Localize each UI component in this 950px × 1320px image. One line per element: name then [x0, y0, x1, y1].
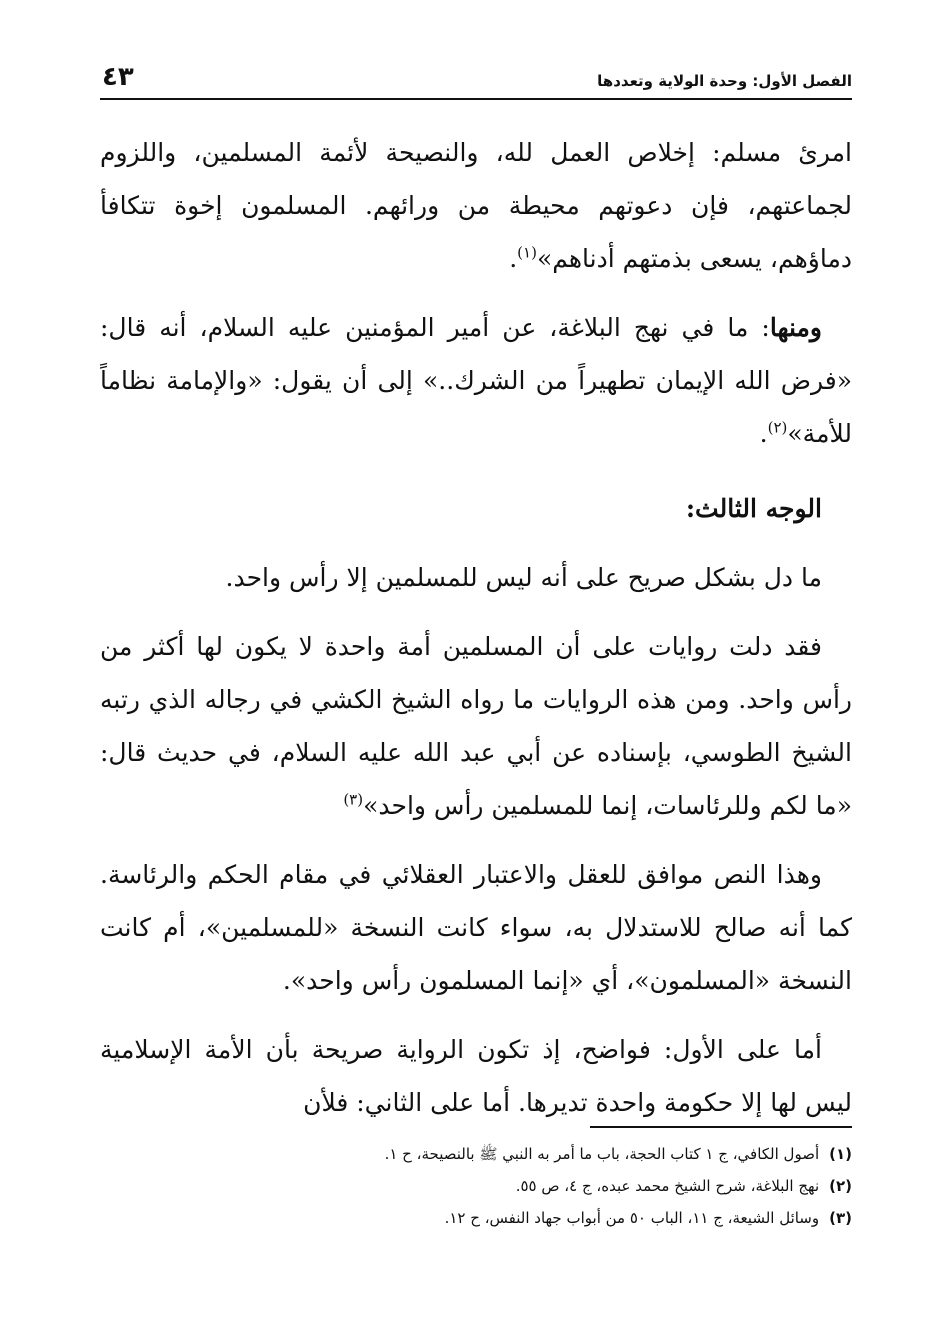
- footnote-number: (٣): [829, 1209, 852, 1227]
- paragraph-5: وهذا النص موافق للعقل والاعتبار العقلائي في مقام الحكم والرئاسة. كما أنه صالح للاستدلال به، سواء كانت النسخة «للمسلمين»، أم كانت النسخة «المسلمون»، أي «إنما المسلمون رأس واحد».: [100, 860, 852, 995]
- footnote-2: [100, 1170, 852, 1202]
- paragraph-2: [100, 301, 852, 460]
- footnote-ref-2: (٢): [767, 418, 788, 437]
- footnote-text: نهج البلاغة، شرح الشيخ محمد عبده، ج ٤، ص ٥٥.: [515, 1177, 820, 1195]
- footnote-number: (١): [829, 1145, 852, 1163]
- footnote-1: [100, 1138, 852, 1170]
- footnote-3: [100, 1202, 852, 1234]
- section-heading: الوجه الثالث:: [685, 494, 822, 523]
- paragraph-1-text: امرئ مسلم: إخلاص العمل لله، والنصيحة لأئمة المسلمين، واللزوم لجماعتهم، فإن دعوتهم محيطة من ورائهم. المسلمون إخوة تتكافأ دماؤهم، يسعى بذمتهم أدناهم»: [100, 138, 852, 273]
- footnote-ref-1: (١): [517, 243, 537, 262]
- paragraph-2-end: .: [759, 419, 768, 448]
- body-text: [100, 126, 852, 1129]
- footnote-text: أصول الكافي، ج ١ كتاب الحجة، باب ما أمر به النبي ﷺ بالنصيحة، ح ١.: [384, 1145, 820, 1163]
- paragraph-1: [100, 126, 852, 285]
- footnote-number: (٢): [829, 1177, 852, 1195]
- running-header: [100, 62, 852, 100]
- paragraph-2-lead: ومنها: [769, 313, 822, 342]
- paragraph-6: أما على الأول: فواضح، إذ تكون الرواية صريحة بأن الأمة الإسلامية ليس لها إلا حكومة واحدة تديرها. أما على الثاني: فلأن: [100, 1035, 852, 1117]
- paragraph-3: ما دل بشكل صريح على أنه ليس للمسلمين إلا رأس واحد.: [225, 563, 822, 592]
- footnote-ref-3: (٣): [343, 790, 364, 809]
- paragraph-1-end: .: [509, 244, 518, 273]
- paragraph-4-text: فقد دلت روايات على أن المسلمين أمة واحدة لا يكون لها أكثر من رأس واحد. ومن هذه الروايات ما رواه الشيخ الكشي في رجاله الذي رتبه الشيخ الطوسي، بإسناده عن أبي عبد الله عليه السلام، في حديث قال: «ما لكم وللرئاسات، إنما للمسلمين رأس واحد»: [100, 632, 852, 820]
- paragraph-4: [100, 620, 852, 832]
- footnotes: [100, 1138, 852, 1234]
- footnote-divider: [590, 1126, 852, 1128]
- chapter-title: الفصل الأول: وحدة الولاية وتعددها: [597, 72, 852, 90]
- footnote-text: وسائل الشيعة، ج ١١، الباب ٥٠ من أبواب جهاد النفس، ح ١٢.: [444, 1209, 820, 1227]
- page-number: ٤٣: [102, 62, 134, 92]
- paragraph-2-text: : ما في نهج البلاغة، عن أمير المؤمنين عليه السلام، أنه قال: «فرض الله الإيمان تطهيراً من الشرك..» إلى أن يقول: «والإمامة نظاماً للأمة»: [100, 313, 852, 448]
